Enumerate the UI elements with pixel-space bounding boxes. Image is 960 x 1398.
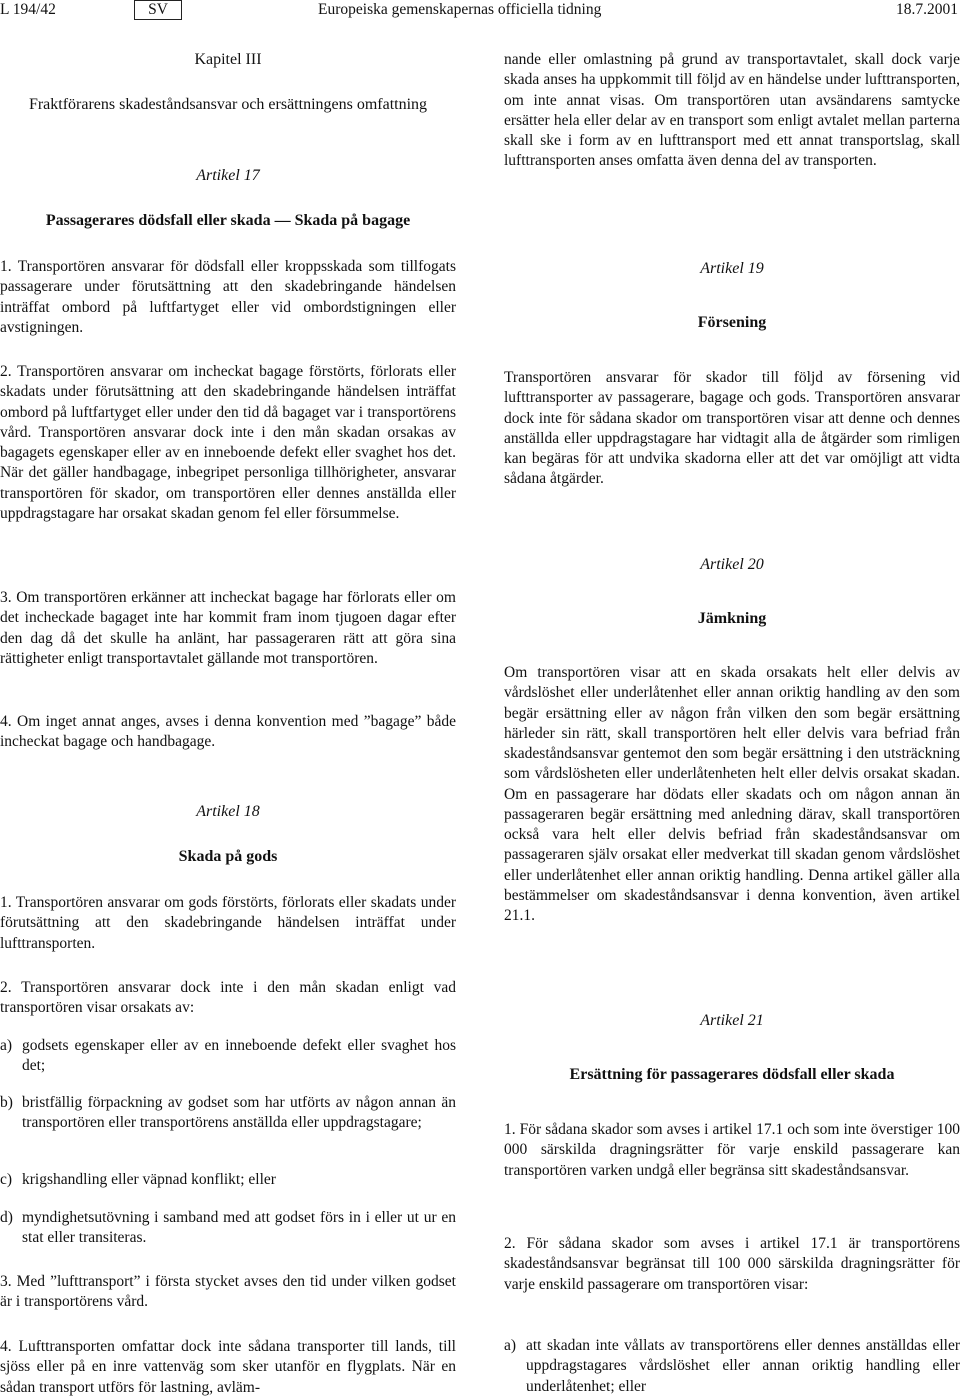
list-item	[504, 1336, 960, 1397]
article-18-paragraph-2: 2. Transportören ansvarar dock inte i den mån skadan enligt vad transportören visar orsakats av:	[0, 979, 456, 1017]
article-17-paragraph-2: 2. Transportören ansvarar om incheckat bagage förstörts, förlorats eller skadats under förutsättning att den skadebringande händelsen inträffat ombord på luftfartyget eller under den tid då bagaget var i transportörens vård. Transportören ansvarar dock inte i den mån skadan orsakas av bagagets egenskaper eller av en inneboende defekt eller svaghet hos det. När det gäller handbagage, inbegripet personliga tillhörigheter, ansvarar transportören för skador, om transportören eller dennes anställda eller uppdragstagare har orsakat skadan genom fel eller försummelse.	[0, 363, 456, 522]
list-item	[0, 1170, 456, 1190]
article-18-paragraph-1: 1. Transportören ansvarar om gods förstörts, förlorats eller skadats under förutsättning att den skadebringande händelsen inträffat under lufttransporten.	[0, 894, 456, 952]
list-item-label: a)	[504, 1337, 517, 1354]
article-20-title: Jämkning	[697, 610, 767, 627]
page-number: L 194/42	[0, 1, 56, 18]
article-19-title: Försening	[697, 314, 767, 331]
list-item-text: krigshandling eller väpnad konflikt; eller	[22, 1171, 276, 1188]
list-item	[0, 1093, 456, 1134]
article-17-paragraph-1: 1. Transportören ansvarar för dödsfall eller kroppsskada som tillfogats passagerare under förutsättning att den skadebringande händelsen inträffat ombord på luftfartyget eller vid ombordstigningen eller avstigningen.	[0, 258, 456, 336]
article-19-number: Artikel 19	[700, 260, 764, 277]
list-item-label: d)	[0, 1209, 13, 1226]
chapter-title: Fraktförarens skadeståndsansvar och ersättningens omfattning	[28, 96, 428, 113]
article-17-paragraph-4: 4. Om inget annat anges, avses i denna konvention med ”bagage” både incheckat bagage och handbagage.	[0, 713, 456, 751]
list-item-text: godsets egenskaper eller av en inneboende defekt eller svaghet hos det;	[22, 1037, 456, 1075]
list-item-text: att skadan inte vållats av transportörens eller dennes anställdas eller uppdragstagares vårdslöshet eller annan oriktig handling eller underlåtenhet; eller	[526, 1337, 960, 1395]
article-20-number: Artikel 20	[700, 556, 764, 573]
list-item-label: a)	[0, 1037, 13, 1054]
chapter-number: Kapitel III	[194, 51, 262, 68]
list-item-text: myndighetsutövning i samband med att godset förs in i eller ut ur en stat eller transiteras.	[22, 1209, 456, 1247]
list-item-text: bristfällig förpackning av godset som har utförts av någon annan än transportören eller transportörens anställda eller uppdragstagare;	[22, 1094, 456, 1132]
article-17-paragraph-3: 3. Om transportören erkänner att incheckat bagage har förlorats eller om det incheckade bagaget inte har kommit fram inom tjugoen dagar efter den dag då det skulle ha anlänt, har passageraren rätt att göra sina rättigheter enligt transportavtalet gällande mot transportören.	[0, 589, 456, 667]
article-21-number: Artikel 21	[700, 1012, 764, 1029]
article-18-number: Artikel 18	[196, 803, 260, 820]
journal-title: Europeiska gemenskapernas officiella tidning	[318, 1, 602, 18]
article-20-paragraph: Om transportören visar att en skada orsakats helt eller delvis av vårdslöshet eller underlåtenhet eller annan oriktig handling av den som begär ersättning eller av någon från vilken den som begär ersättning härleder sin rätt, skall transportören helt eller delvis vara befriad från skadeståndsansvar gentemot den som begär ersättning i den utsträckning som vårdslösheten eller underlåtenheten helt eller delvis orsakat skadan. Om en passagerare har dödats eller skadats och om någon annan än passageraren begär ersättning med anledning därav, skall transportören också vara helt eller delvis befriad från skadeståndsansvar om passageraren själv orsakat eller medverkat till skadan genom vårdslöshet eller underlåtenhet eller annan oriktig handling. Denna artikel gäller alla bestämmelser om skadeståndsansvar i denna konvention, även artikel 21.1.	[504, 664, 960, 924]
list-item	[0, 1208, 456, 1249]
article-18-paragraph-3: 3. Med ”lufttransport” i första stycket avses den tid under vilken godset är i transportörens vård.	[0, 1273, 456, 1311]
list-item-label: c)	[0, 1171, 13, 1188]
article-21-paragraph-2: 2. För sådana skador som avses i artikel 17.1 är transportörens skadeståndsansvar begränsat till 100 000 särskilda dragningsrätter för varje enskild passagerare om transportören visar:	[504, 1235, 960, 1293]
language-code-box: SV	[134, 0, 182, 20]
article-17-title: Passagerares dödsfall eller skada — Skada på bagage	[45, 212, 411, 229]
list-item-label: b)	[0, 1094, 13, 1111]
article-17-number: Artikel 17	[196, 167, 260, 184]
article-18-title: Skada på gods	[178, 848, 278, 865]
article-21-title: Ersättning för passagerares dödsfall eller skada	[569, 1066, 895, 1083]
article-19-paragraph: Transportören ansvarar för skador till följd av försening vid lufttransporter av passagerare, bagage och gods. Transportören ansvarar dock inte för sådana skador om transportören visar att denne och dennes anställda eller uppdragstagare har vidtagit alla de åtgärder som rimligen kan begäras för att undvika skadorna eller att det var omöjligt att vidta sådana åtgärder.	[504, 369, 960, 488]
continued-paragraph: nande eller omlastning på grund av transportavtalet, skall dock varje skada anses ha uppkommit till följd av en händelse under lufttransporten, om inte annat visas. Om transportören utan avsändarens samtycke ersätter hela eller delar av en transport som enligt avtalet mellan parterna skall ske i form av en lufttransport med ett annat transportslag, skall lufttransporten anses omfatta även denna del av transporten.	[504, 51, 960, 170]
article-21-paragraph-1: 1. För sådana skador som avses i artikel 17.1 och som inte överstiger 100 000 särskilda dragningsrätter för varje enskild passagerare kan transportören varken undgå eller begränsa sitt skadeståndsansvar.	[504, 1121, 960, 1179]
publication-date: 18.7.2001	[896, 1, 958, 18]
article-18-paragraph-4: 4. Lufttransporten omfattar dock inte sådana transporter till lands, till sjöss eller på en inre vattenväg som sker utanför en flygplats. När en sådan transport utförs för lastning, avläm-	[0, 1338, 456, 1396]
list-item	[0, 1036, 456, 1077]
page-header	[0, 0, 960, 22]
